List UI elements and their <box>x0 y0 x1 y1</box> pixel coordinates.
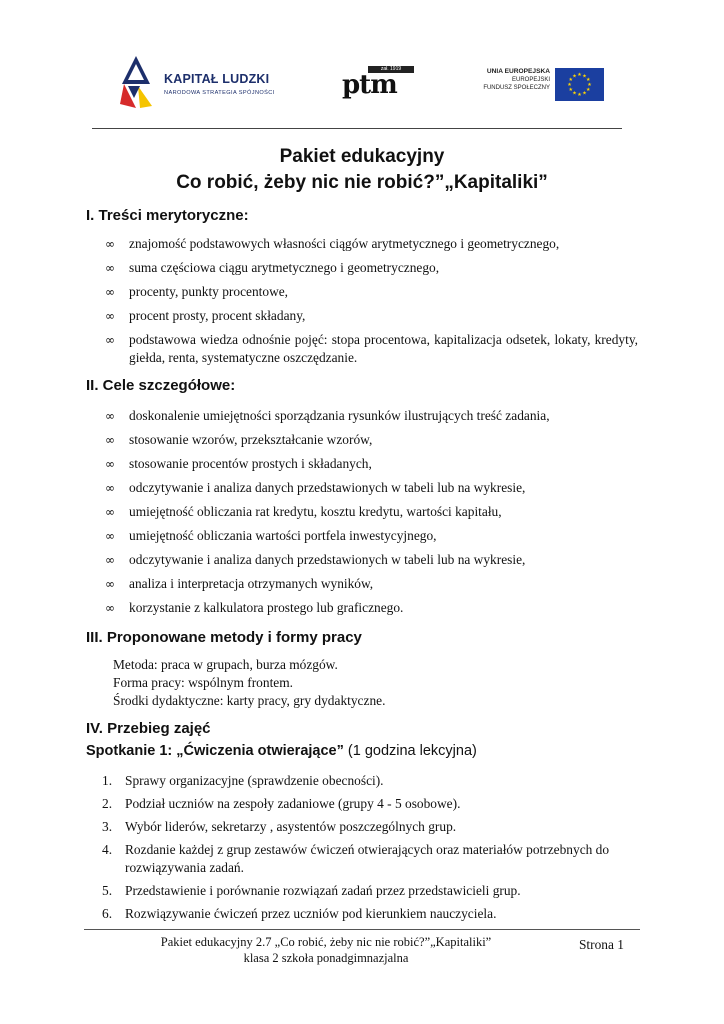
footer-line-2: klasa 2 szkoła ponadgimnazjalna <box>243 951 409 965</box>
svg-text:★: ★ <box>572 90 577 97</box>
eu-line-2: EUROPEJSKI <box>511 77 550 83</box>
list-item: 6. Rozwiązywanie ćwiczeń przez uczniów pod kierunkiem nauczyciela. <box>102 906 497 921</box>
eu-line-3: FUNDUSZ SPOŁECZNY <box>483 85 550 91</box>
svg-text:★: ★ <box>577 72 582 78</box>
ptm-logo <box>342 66 416 100</box>
meeting-duration: (1 godzina lekcyjna) <box>347 743 477 759</box>
svg-text:★: ★ <box>577 92 582 98</box>
section-1-heading: I. Treści merytoryczne: <box>86 207 249 224</box>
list-item: ∞ odczytywanie i analiza danych przedstawionych w tabeli lub na wykresie, <box>105 480 526 495</box>
eu-flag-icon <box>555 68 604 101</box>
document-title-line1: Pakiet edukacyjny <box>279 146 445 167</box>
list-item: ∞ stosowanie wzorów, przekształcanie wzorów, <box>105 432 373 447</box>
kapital-ludzki-subtitle: NARODOWA STRATEGIA SPÓJNOŚCI <box>164 90 275 96</box>
list-item: ∞ suma częściowa ciągu arytmetycznego i geometrycznego, <box>105 260 440 275</box>
list-item: ∞ doskonalenie umiejętności sporządzania rysunków ilustrujących treść zadania, <box>105 408 550 423</box>
list-item: 2. Podział uczniów na zespoły zadaniowe (grupy 4 - 5 osobowe). <box>102 796 461 811</box>
list-item: ∞ analiza i interpretacja otrzymanych wyników, <box>105 576 374 591</box>
ptm-badge: zał. 1919 <box>368 66 414 73</box>
methods-line: Forma pracy: wspólnym frontem. <box>113 675 293 690</box>
section-2-heading: II. Cele szczegółowe: <box>86 377 236 394</box>
section-3-heading: III. Proponowane metody i formy pracy <box>86 629 362 646</box>
infinity-bullet-icon: ∞ <box>105 285 115 299</box>
infinity-bullet-icon: ∞ <box>105 601 115 615</box>
methods-line: Środki dydaktyczne: karty pracy, gry dydaktyczne. <box>113 693 386 708</box>
infinity-bullet-icon: ∞ <box>105 505 115 519</box>
svg-text:★: ★ <box>587 82 592 88</box>
list-item: ∞ stosowanie procentów prostych i składanych, <box>105 456 372 471</box>
svg-text:★: ★ <box>568 87 574 93</box>
section-4-heading: IV. Przebieg zajęć <box>86 720 211 737</box>
infinity-bullet-icon: ∞ <box>105 237 115 251</box>
section-2-list <box>0 407 724 617</box>
section-1-list <box>0 235 724 367</box>
header-divider <box>92 128 622 129</box>
svg-text:★: ★ <box>582 90 587 97</box>
infinity-bullet-icon: ∞ <box>105 457 115 471</box>
svg-text:★: ★ <box>567 82 572 88</box>
list-item: ∞ umiejętność obliczania wartości portfela inwestycyjnego, <box>105 528 437 543</box>
infinity-bullet-icon: ∞ <box>105 577 115 591</box>
svg-text:★: ★ <box>585 87 591 93</box>
ptm-text: ptm <box>342 70 397 100</box>
list-item: ∞ umiejętność obliczania rat kredytu, kosztu kredytu, wartości kapitału, <box>105 504 502 519</box>
meeting-label: Spotkanie 1: „Ćwiczenia otwierające” <box>86 743 344 759</box>
list-item: ∞ znajomość podstawowych własności ciągów arytmetycznego i geometrycznego, <box>105 236 560 251</box>
svg-text:★: ★ <box>572 73 577 80</box>
list-item: ∞ podstawowa wiedza odnośnie pojęć: stopa procentowa, kapitalizacja odsetek, lokaty, kredyty, giełda, renta, systematyczne oszczędzanie. <box>105 332 638 365</box>
list-item: 3. Wybór liderów, sekretarzy , asystentów poszczególnych grup. <box>102 819 457 834</box>
infinity-bullet-icon: ∞ <box>105 309 115 323</box>
infinity-bullet-icon: ∞ <box>105 529 115 543</box>
kapital-ludzki-mark-icon <box>118 54 154 110</box>
infinity-bullet-icon: ∞ <box>105 433 115 447</box>
infinity-bullet-icon: ∞ <box>105 261 115 275</box>
list-item: ∞ procenty, punkty procentowe, <box>105 284 289 299</box>
list-item: 5. Przedstawienie i porównanie rozwiązań zadań przez przedstawicieli grup. <box>102 883 521 898</box>
list-item: ∞ korzystanie z kalkulatora prostego lub graficznego. <box>105 600 404 615</box>
list-item: 1. Sprawy organizacyjne (sprawdzenie obecności). <box>102 773 384 788</box>
methods-block <box>113 656 385 710</box>
infinity-bullet-icon: ∞ <box>105 553 115 567</box>
meeting-heading <box>86 743 477 759</box>
steps-list <box>0 772 724 923</box>
infinity-bullet-icon: ∞ <box>105 481 115 495</box>
svg-text:★: ★ <box>585 77 591 83</box>
page-number: Strona 1 <box>578 937 624 952</box>
document-title-line2: Co robić, żeby nic nie robić?”„Kapitaliki” <box>176 172 548 193</box>
header-logos <box>100 50 625 120</box>
list-item: 4. Rozdanie każdej z grup zestawów ćwiczeń otwierających oraz materiałów potrzebnych do rozwiązywania zadań. <box>102 842 610 875</box>
methods-line: Metoda: praca w grupach, burza mózgów. <box>113 657 338 672</box>
kapital-ludzki-logo <box>118 54 283 114</box>
footer-divider <box>84 929 640 930</box>
eu-logo-text <box>470 68 550 92</box>
footer-line-1: Pakiet edukacyjny 2.7 „Co robić, żeby nic nie robić?”„Kapitaliki” <box>160 935 492 949</box>
svg-text:★: ★ <box>568 77 574 83</box>
infinity-bullet-icon: ∞ <box>105 409 115 423</box>
footer-text <box>86 934 566 966</box>
svg-text:★: ★ <box>582 73 587 80</box>
eu-line-1: UNIA EUROPEJSKA <box>486 68 550 75</box>
list-item: ∞ procent prosty, procent składany, <box>105 308 306 323</box>
list-item: ∞ odczytywanie i analiza danych przedstawionych w tabeli lub na wykresie, <box>105 552 526 567</box>
kapital-ludzki-title: KAPITAŁ LUDZKI <box>164 72 270 86</box>
infinity-bullet-icon: ∞ <box>105 333 115 347</box>
